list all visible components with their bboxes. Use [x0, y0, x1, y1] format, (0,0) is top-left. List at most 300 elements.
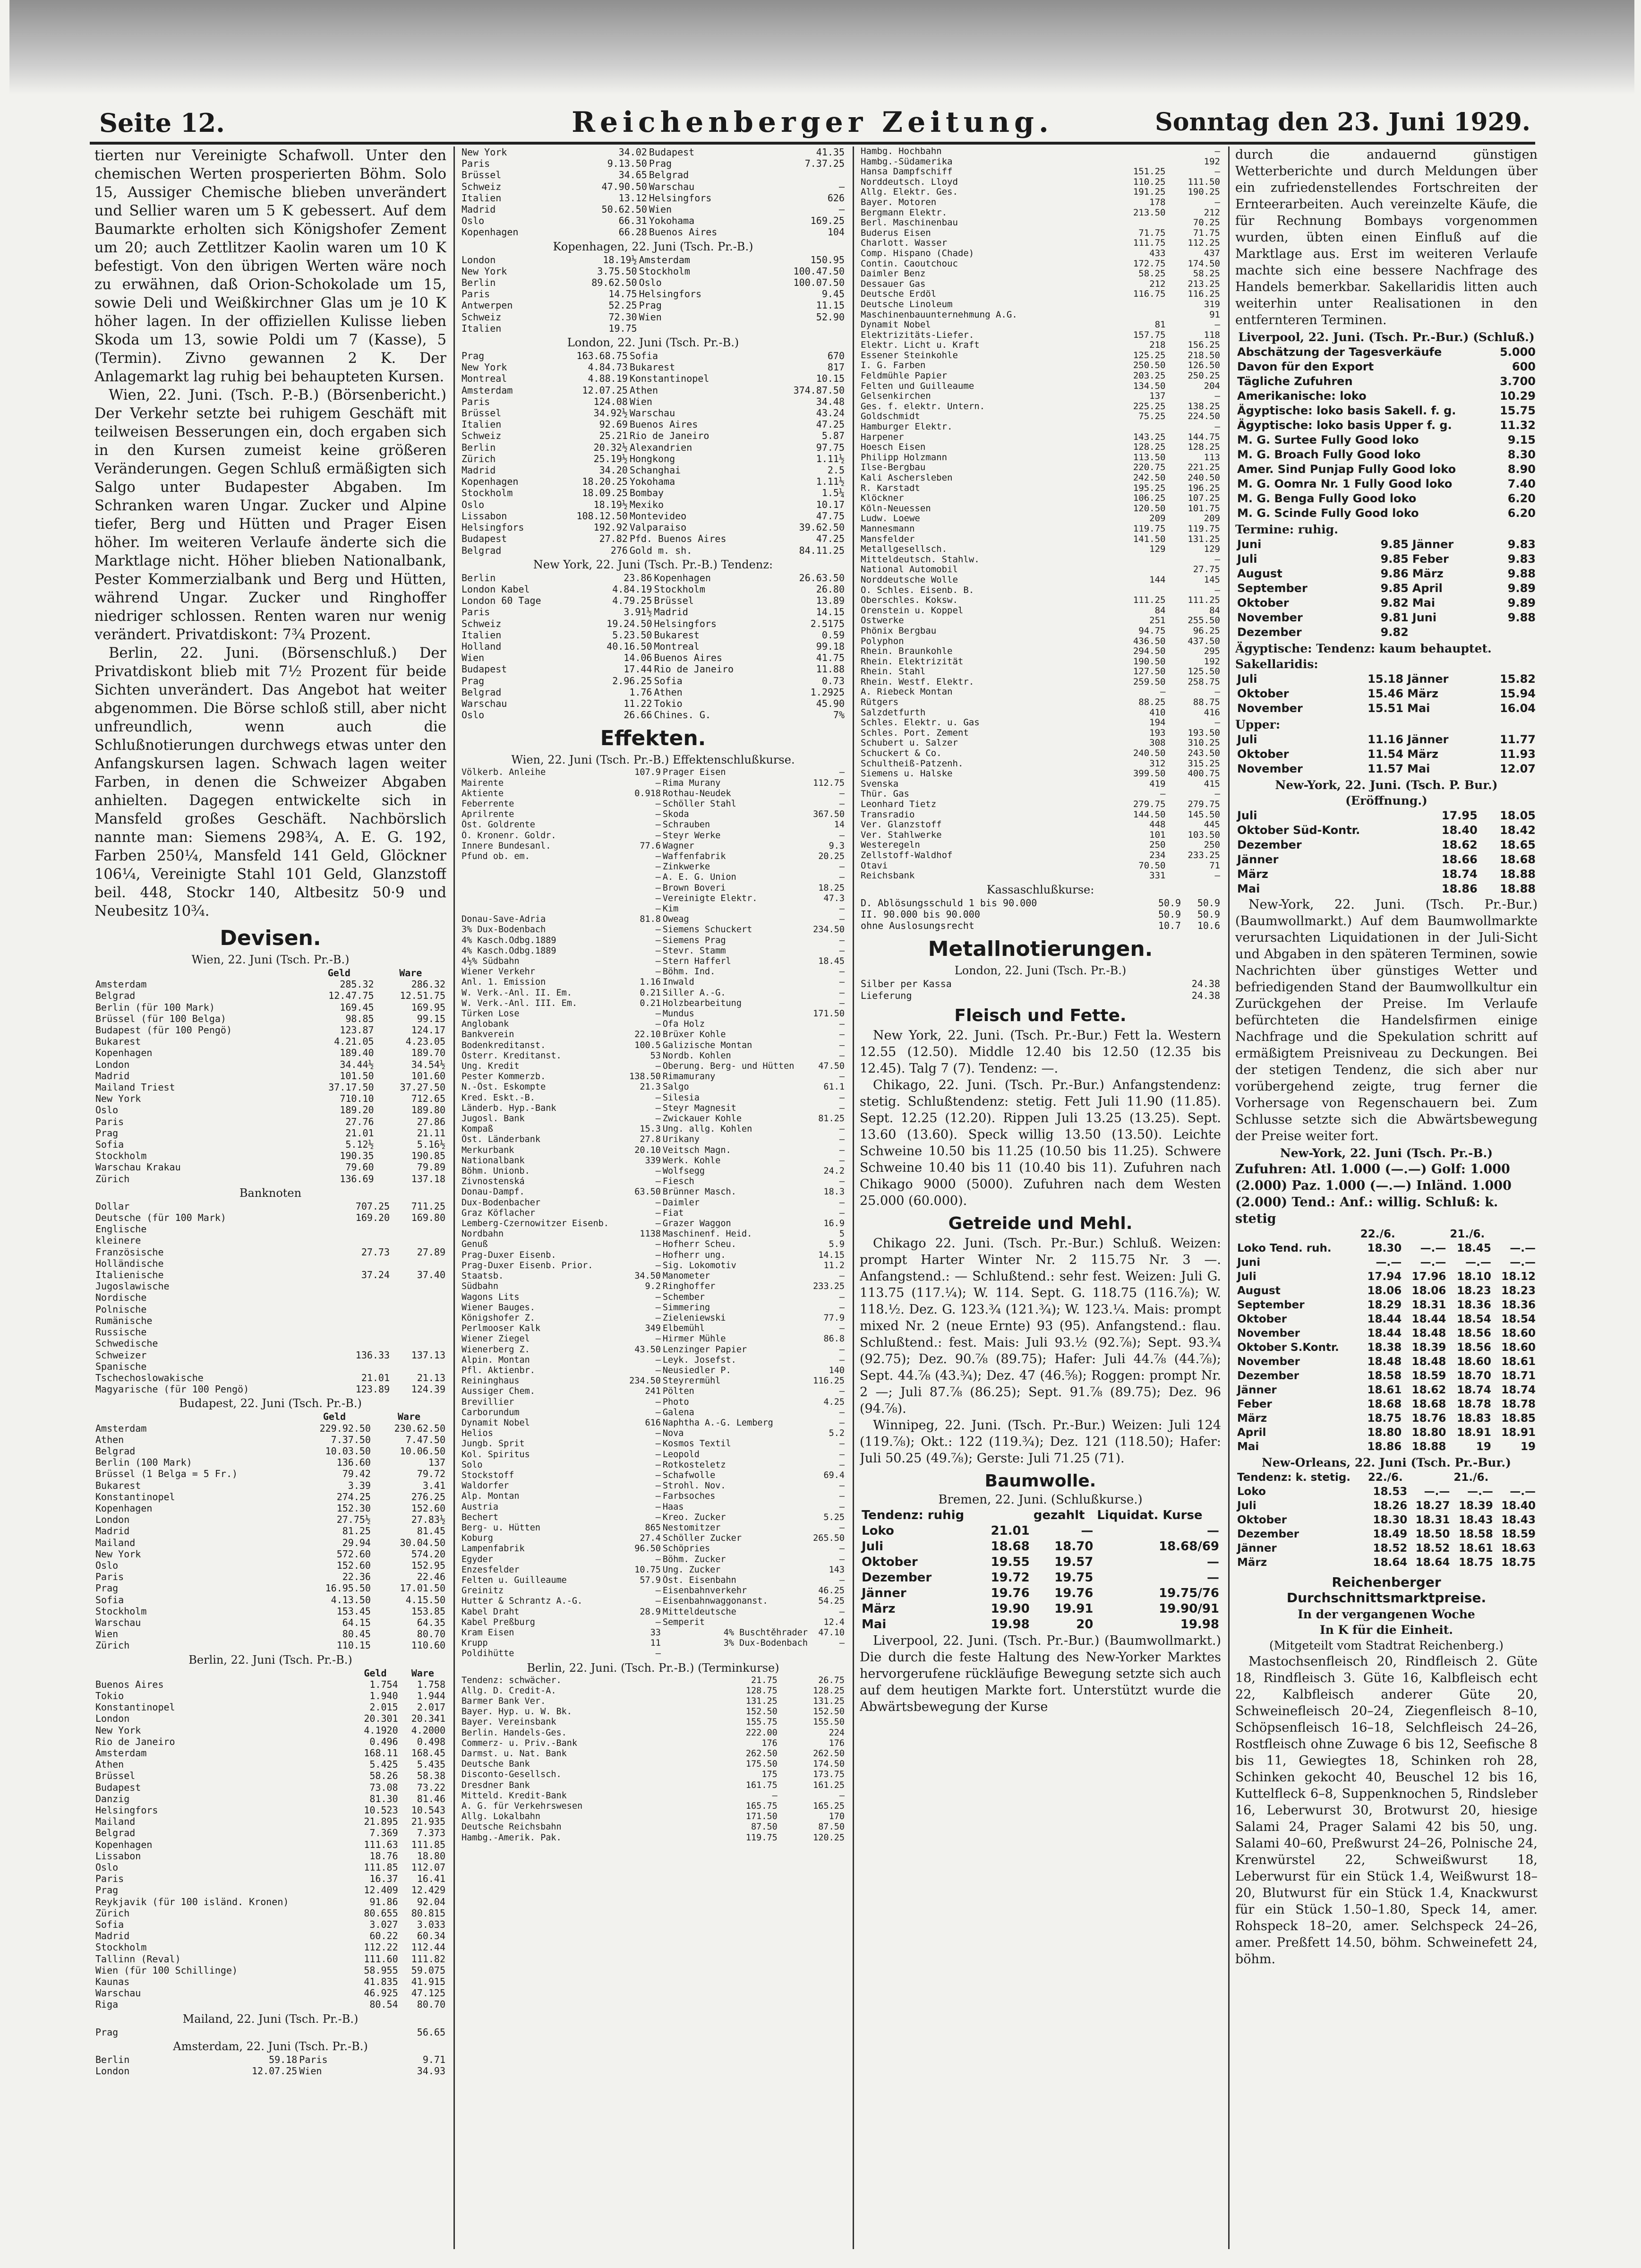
table-cell: Siemens u. Halske	[861, 769, 953, 779]
table-row	[461, 1833, 846, 1843]
table-cell: Athen	[95, 1434, 124, 1445]
table-row	[860, 728, 1221, 739]
table-row	[94, 1223, 446, 1235]
table-row	[461, 1555, 846, 1565]
table-cell: Veitsch Magn.	[662, 1145, 731, 1155]
table-cell: 141.50	[1133, 534, 1166, 544]
table-cell: 84	[1209, 605, 1220, 616]
column-header	[1495, 1470, 1538, 1485]
table-cell: 81	[1154, 320, 1166, 330]
table-cell: Italien	[462, 629, 502, 641]
table-cell: 262.50	[745, 1749, 778, 1759]
table-cell: 60.22	[369, 1930, 398, 1942]
table-cell: Darmst. u. Nat. Bank	[462, 1749, 567, 1759]
table-cell: 30.04.50	[400, 1537, 445, 1548]
table-cell: 4.88.19	[588, 373, 628, 385]
table-cell: Leyk. Josefst.	[662, 1355, 736, 1365]
table-row	[94, 1383, 446, 1395]
table-cell: 137	[1149, 391, 1166, 402]
table-cell: —.—	[1510, 1486, 1536, 1498]
table-cell: 707.25	[355, 1200, 390, 1212]
table-cell: Kim	[662, 903, 679, 914]
table-cell: Sofia	[95, 1919, 124, 1931]
table-cell: 7.37.25	[804, 158, 845, 170]
table-row	[860, 626, 1221, 636]
table-cell: 18.91	[1457, 1426, 1491, 1439]
table-cell: Siemens Schuckert	[662, 925, 752, 935]
table-cell: 9.88	[1507, 567, 1536, 580]
baumwolle-heading: Baumwolle.	[984, 1471, 1096, 1491]
table-cell: 18.45	[1457, 1242, 1491, 1254]
table-cell: Zellstoff-Waldhof	[861, 850, 953, 860]
table-row	[860, 167, 1221, 177]
table-cell: 18.88	[1500, 868, 1536, 881]
table-cell: Kopenhagen	[654, 572, 711, 584]
table-cell: —	[655, 1334, 661, 1344]
table-cell: Brüxer Kohle	[662, 1030, 726, 1040]
table-cell: —	[655, 1219, 661, 1229]
table-row	[461, 350, 846, 361]
table-cell: 91	[1209, 309, 1220, 320]
table-row	[860, 909, 1221, 920]
table-cell: Pfund ob. em.	[462, 851, 530, 861]
table-cell: Elektr. Licht u. Kraft	[861, 340, 980, 351]
table-cell: 710.10	[340, 1093, 374, 1105]
column-1	[94, 146, 446, 2259]
table-cell: Antwerpen	[462, 300, 513, 311]
table-cell: 61.1	[823, 1082, 845, 1092]
table-row	[94, 1999, 446, 2010]
table-cell: Polnische	[95, 1303, 147, 1315]
table-cell: 191.25	[1133, 187, 1166, 198]
table-row	[461, 572, 846, 584]
table-cell: 218.50	[1188, 350, 1220, 361]
table-cell: Prag-Duxer Eisenb.	[462, 1250, 556, 1260]
table-row	[860, 779, 1221, 790]
table-row	[1235, 552, 1538, 567]
table-row	[461, 545, 846, 556]
table-cell: Zwickauer Kohle	[662, 1114, 742, 1124]
table-row	[461, 1596, 846, 1606]
table-cell	[638, 323, 752, 334]
table-cell: —	[1214, 146, 1220, 156]
table-cell: 11.54	[1368, 747, 1404, 761]
table-cell: Tallinn (Reval)	[95, 1953, 181, 1965]
scan-shadow-band	[9, 0, 1634, 94]
table-cell: 144	[1149, 575, 1166, 585]
table-cell: 128.25	[813, 1685, 845, 1696]
table-row	[860, 208, 1221, 218]
table-row	[461, 1040, 846, 1051]
table-cell: 34.65	[618, 169, 647, 181]
table-row	[461, 361, 846, 373]
table-cell: National Automobil	[861, 565, 958, 575]
table-cell: Warschau	[629, 407, 675, 419]
table-cell: 19.24.50	[607, 618, 652, 629]
table-cell: Pfl. Aktienbr.	[462, 1365, 535, 1375]
table-cell: 285.32	[340, 979, 374, 990]
table-cell: 2.96.25	[612, 675, 652, 687]
table-cell: 112.75	[813, 778, 845, 788]
getreide-chikago-text: Chikago 22. Juni. (Tsch. Pr.-Bur.) Schluß. Weizen: prompt Harter Winter Nr. 2 115.75 Nr. 3 —. Anfangstend.: — Schlußtend.: sehr fest. Weizen: Juli G. 113.75 (117.¼); W. 114. Sept. G. 118.75 (116.⅞); W. 118.½. Dez. G. 123.¾ (121.¾); W. 123.¼. Mais: prompt mixed Nr. 2 (neue Ernte) 93 (95). Anfangstend.: flau. Schlußtend.: fest. Mais: Juli 93.½ (92.⅞); Sept. 93.¾ (92.75); Dez. 90.⅞ (89.75); Hafer: Juli 44.⅞ (44.⅞); Sept. 44.⅞ (43.¾); Dez. 47 (46.⅝); Roggen: prompt Nr. 2 —; Juli 87.⅞ (86.25); Sept. 91.⅞ (89.75); Dez. 96 (94.⅞).	[860, 1236, 1221, 1416]
table-cell: 234.50	[813, 925, 845, 935]
table-row	[461, 1450, 846, 1460]
table-row	[860, 289, 1221, 300]
table-cell: —	[655, 1470, 661, 1480]
table-cell: Disconto-Gesellsch.	[462, 1770, 562, 1780]
table-cell: 18.06	[1411, 1285, 1446, 1297]
table-cell: 18.40	[1501, 1500, 1536, 1512]
table-row	[94, 1161, 446, 1173]
table-cell: Merkurbank	[462, 1145, 514, 1155]
table-cell: Elektrizitäts-Liefer.	[861, 330, 974, 340]
table-row	[461, 300, 846, 311]
table-cell: Solo	[462, 1460, 483, 1470]
table-cell: 18.68	[991, 1539, 1030, 1554]
table-cell: 1.11½	[816, 476, 845, 488]
table-row	[461, 1103, 846, 1114]
table-cell: 63.50	[634, 1187, 661, 1197]
table-cell: Strohl. Nov.	[662, 1481, 726, 1491]
table-row	[461, 1345, 846, 1355]
table-cell: 265.50	[813, 1533, 845, 1544]
table-cell: Jänner	[1407, 733, 1449, 746]
table-cell: Deutsche Linoleum	[861, 299, 953, 309]
table-cell	[1112, 555, 1167, 565]
upper-head: Upper:	[1235, 718, 1281, 731]
table-cell: 3.033	[417, 1919, 445, 1931]
table-cell: 71.75	[1193, 228, 1220, 238]
table-cell: Rotkosteletz	[662, 1460, 726, 1470]
table-row	[1235, 701, 1538, 716]
table-cell: Loko	[1237, 1486, 1266, 1498]
table-row	[1235, 823, 1538, 838]
table-cell: Kabel Draht	[462, 1606, 520, 1617]
table-row	[461, 192, 846, 204]
table-cell: Juli	[1237, 552, 1257, 566]
table-cell: Schultheiß-Patzenh.	[861, 758, 964, 769]
table-cell: 112.22	[364, 1942, 398, 1953]
table-cell	[1410, 625, 1485, 640]
table-cell: 145	[1204, 575, 1220, 585]
termine-head: Termine: ruhig.	[1235, 523, 1338, 536]
table-row	[94, 1617, 446, 1628]
table-cell: Berlin	[462, 441, 496, 453]
table-cell: —	[839, 998, 845, 1008]
table-row	[94, 1942, 446, 1953]
table-cell: 144.50	[1133, 809, 1166, 820]
table-cell	[707, 1738, 711, 1749]
table-cell: August	[1237, 1285, 1281, 1297]
table-cell: 10.17	[816, 498, 845, 510]
table-cell: Rhein. Braunkohle	[861, 646, 953, 657]
table-cell: 47.75	[816, 510, 845, 522]
table-cell: Mitteld. Kredit-Bank	[462, 1790, 567, 1801]
table-row	[1235, 1513, 1538, 1527]
table-row	[461, 1533, 846, 1544]
table-cell: Köln-Neuessen	[861, 503, 931, 514]
table-cell: Elbemühl	[662, 1323, 705, 1334]
table-row	[461, 487, 846, 498]
table-cell: Oktober	[1237, 1514, 1287, 1526]
table-cell: Sofia	[654, 675, 683, 687]
table-cell: 97.75	[816, 441, 845, 453]
table-cell: Oslo	[462, 709, 485, 721]
table-cell: 145.50	[1188, 809, 1220, 820]
table-row	[461, 204, 846, 215]
table-row	[94, 1503, 446, 1514]
table-cell: 189.80	[411, 1104, 445, 1116]
table-row	[94, 1212, 446, 1223]
table-cell: Kopenhagen	[462, 476, 519, 488]
table-cell: 138.25	[1188, 401, 1220, 412]
table-cell: —	[655, 1460, 661, 1470]
table-cell: Norddeutsche Wolle	[861, 575, 958, 585]
table-row	[461, 1114, 846, 1124]
table-cell: 18.68	[1367, 1398, 1402, 1410]
table-cell: 600	[1512, 360, 1536, 373]
table-cell: 18.76	[369, 1850, 398, 1862]
table-cell: —	[655, 1449, 661, 1460]
table-cell: —.—	[1465, 1256, 1491, 1269]
table-cell: 12.07.25	[251, 2065, 298, 2077]
table-cell: Juli	[1237, 1271, 1256, 1283]
table-row	[1235, 747, 1538, 762]
table-row	[94, 1059, 446, 1070]
page-header	[90, 104, 1535, 145]
table-cell: 18.80	[1367, 1426, 1402, 1439]
column-header	[1403, 1227, 1448, 1241]
table-cell: —	[655, 1491, 661, 1502]
table-cell: 12.409	[364, 1884, 398, 1896]
table-cell: Allg. D. Credit-A.	[462, 1685, 556, 1696]
table-cell: 274.25	[336, 1491, 371, 1503]
table-cell	[1112, 218, 1167, 228]
table-cell: —	[839, 977, 845, 988]
table-row	[860, 1555, 1221, 1570]
vieh-heading: Reichenberger Durchschnittsmarktpreise.	[1286, 1574, 1487, 1606]
table-cell: 11.22	[624, 697, 652, 709]
table-cell: 153.85	[411, 1605, 445, 1617]
table-cell: —	[839, 1460, 845, 1470]
table-cell: 27.83½	[411, 1514, 445, 1526]
table-cell: 157.75	[1133, 330, 1166, 340]
table-cell: Helsingfors	[649, 192, 712, 204]
table-cell: Madrid	[95, 1930, 130, 1942]
table-cell: 9.82	[1380, 596, 1409, 610]
table-cell: Konstantinopel	[629, 373, 709, 385]
table-row	[860, 850, 1221, 861]
table-cell: Oktober	[862, 1555, 918, 1569]
table-cell: 18.53	[1373, 1486, 1408, 1498]
table-cell	[1112, 422, 1167, 432]
table-cell: Daimler Benz	[861, 269, 926, 279]
table-cell: 165.25	[813, 1801, 845, 1812]
table-cell: 150.95	[810, 254, 845, 266]
zufuhren-line: Zufuhren: Atl. 1.000 (—.—) Golf: 1.000	[1235, 1162, 1510, 1177]
table-cell: 47.25	[816, 533, 845, 545]
column-header: Ware	[397, 1411, 421, 1423]
table-cell: 129	[1204, 544, 1220, 555]
table-cell: 81.25	[342, 1525, 371, 1537]
table-row	[461, 1822, 846, 1832]
table-cell: —	[839, 1197, 845, 1208]
table-cell: Waldorfer	[462, 1481, 509, 1491]
no-head: New-Orleans, 22. Juni (Tsch. Pr.-Bur.)	[1262, 1456, 1511, 1469]
table-cell: 169.20	[355, 1212, 390, 1224]
table-cell: 240.50	[1188, 473, 1220, 483]
table-row	[94, 1873, 446, 1884]
table-cell: Philipp Holzmann	[861, 452, 948, 463]
table-cell: Allg. Lokalbahn	[462, 1812, 541, 1822]
table-cell: —	[839, 1418, 845, 1428]
table-row	[94, 2027, 446, 2038]
table-row	[94, 1173, 446, 1185]
table-cell: Ilse-Bergbau	[861, 463, 926, 473]
table-row	[461, 1791, 846, 1801]
table-cell: Buenos Aires	[629, 419, 698, 430]
table-row	[461, 226, 846, 238]
table-row	[860, 616, 1221, 626]
table-cell: 84.11.25	[799, 544, 845, 556]
table-cell: Holländische	[95, 1257, 164, 1269]
table-cell: Kol. Spiritus	[462, 1449, 530, 1460]
table-cell: 124.39	[411, 1383, 445, 1395]
table-row	[94, 1884, 446, 1896]
table-row	[94, 1640, 446, 1651]
table-row	[461, 430, 846, 441]
table-cell: 5.87	[821, 430, 845, 442]
table-cell: Wagons Lits	[462, 1292, 520, 1302]
table-cell: Holzbearbeitung	[662, 998, 742, 1008]
table-cell: Prag	[95, 1884, 119, 1896]
table-cell: Böhm. Unionb.	[462, 1166, 530, 1177]
table-cell: 9.71	[422, 2053, 445, 2065]
table-cell: Hansa Dampfschiff	[861, 167, 953, 177]
table-cell: 419	[1149, 779, 1166, 789]
table-cell: 80.45	[342, 1628, 371, 1640]
table-cell: 92.69	[599, 419, 628, 430]
table-cell: 18.86	[1367, 1441, 1402, 1453]
table-cell: Berlin. Handels-Ges.	[462, 1727, 567, 1738]
table-cell	[335, 1280, 391, 1292]
table-cell: —	[839, 1344, 845, 1355]
table-cell: 241	[645, 1386, 661, 1397]
zuerich-table	[461, 146, 846, 238]
table-cell: 26.66	[624, 709, 652, 721]
table-cell: Mundus	[662, 1009, 694, 1019]
table-cell: 9.81	[1380, 611, 1409, 624]
table-cell: Feber	[1412, 552, 1449, 566]
table-cell: 34.02	[618, 146, 647, 158]
table-cell	[391, 1292, 446, 1303]
table-cell: Wien (für 100 Schillinge)	[95, 1964, 238, 1976]
table-row	[461, 698, 846, 709]
table-cell: Westeregeln	[861, 840, 920, 850]
table-cell: Schweiz	[462, 430, 502, 442]
table-row	[860, 402, 1221, 412]
table-cell: Nordische	[95, 1292, 147, 1304]
table-cell: 5.2	[829, 1428, 845, 1439]
table-cell: 10.03.50	[325, 1445, 371, 1457]
table-cell: 4.84.19	[612, 583, 652, 595]
table-cell: Manometer	[662, 1271, 710, 1281]
table-cell: 47.25	[816, 419, 845, 430]
table-row	[461, 872, 846, 883]
table-cell: Allg. Elektr. Ges.	[861, 187, 958, 198]
table-cell: 16.37	[369, 1873, 398, 1885]
table-cell: Stockholm	[462, 487, 513, 499]
table-cell: 0.21	[640, 988, 661, 998]
table-row	[461, 385, 846, 396]
table-cell: 251	[1149, 616, 1166, 626]
table-cell: Konstantinopel	[95, 1491, 175, 1503]
table-cell: —	[1214, 320, 1220, 330]
table-cell: 4% Kasch.Odbg.1889	[462, 935, 556, 945]
table-cell: Montreal	[654, 640, 700, 652]
table-cell: Nova	[662, 1428, 684, 1439]
table-cell: Anglobank	[462, 1019, 509, 1030]
table-cell: Dezember	[1237, 1370, 1299, 1382]
table-cell: 26.80	[816, 583, 845, 595]
zufuhren-line: (2.000) Paz. 1.000 (—.—) Inländ. 1.000	[1235, 1178, 1512, 1193]
table-row	[94, 1560, 446, 1571]
table-row	[860, 646, 1221, 657]
table-cell: 123.89	[355, 1383, 390, 1395]
berlin-devisen-head: Berlin, 22. Juni (Tsch. Pr.-B.)	[188, 1653, 352, 1667]
table-row	[461, 809, 846, 820]
table-cell: Kopenhagen	[95, 1838, 153, 1850]
budapest-table	[94, 1411, 446, 1651]
table-cell: Davon für den Export	[1237, 360, 1374, 373]
table-cell: Königshofer Z.	[462, 1313, 535, 1323]
table-row	[94, 1457, 446, 1468]
table-row	[94, 979, 446, 990]
table-cell: 12.07.25	[582, 384, 628, 396]
table-cell: 18.91	[1501, 1426, 1536, 1439]
table-row	[461, 1187, 846, 1197]
table-cell	[772, 169, 846, 180]
table-cell: 18.50	[1415, 1528, 1450, 1540]
table-cell: Hambg.-Amerik. Pak.	[462, 1832, 562, 1843]
table-row	[461, 1292, 846, 1303]
table-cell: 59.075	[411, 1964, 445, 1976]
table-row	[94, 1326, 446, 1338]
column-header: gezahlt	[1033, 1508, 1085, 1522]
table-cell: Ver. Stahlwerke	[861, 830, 942, 840]
table-cell: Lemberg-Czernowitzer Eisenb.	[462, 1219, 609, 1229]
table-cell: September	[1237, 582, 1308, 595]
table-cell: 5.425	[369, 1759, 398, 1770]
table-row	[860, 1539, 1221, 1555]
table-cell	[809, 1649, 846, 1659]
table-cell: —	[1207, 1555, 1219, 1569]
table-cell: Comp. Hispano (Chade)	[861, 248, 974, 258]
table-cell: Farbsoches	[662, 1491, 716, 1502]
table-cell: Juli	[1237, 672, 1257, 686]
newyork-head: New York, 22. Juni (Tsch. Pr.-B.) Tendenz:	[533, 558, 773, 571]
table-cell: Ludw. Loewe	[861, 514, 920, 524]
table-cell: 18.60	[1457, 1356, 1491, 1368]
table-cell: Abschätzung der Tagesverkäufe	[1237, 345, 1442, 359]
table-cell: 6.20	[1507, 507, 1536, 520]
table-cell: —	[655, 851, 661, 861]
table-cell: 131.25	[1188, 534, 1220, 544]
table-cell: R. Karstadt	[861, 483, 920, 493]
table-row	[461, 1686, 846, 1696]
table-cell: —	[1214, 789, 1220, 799]
table-cell: Italien	[462, 192, 502, 204]
